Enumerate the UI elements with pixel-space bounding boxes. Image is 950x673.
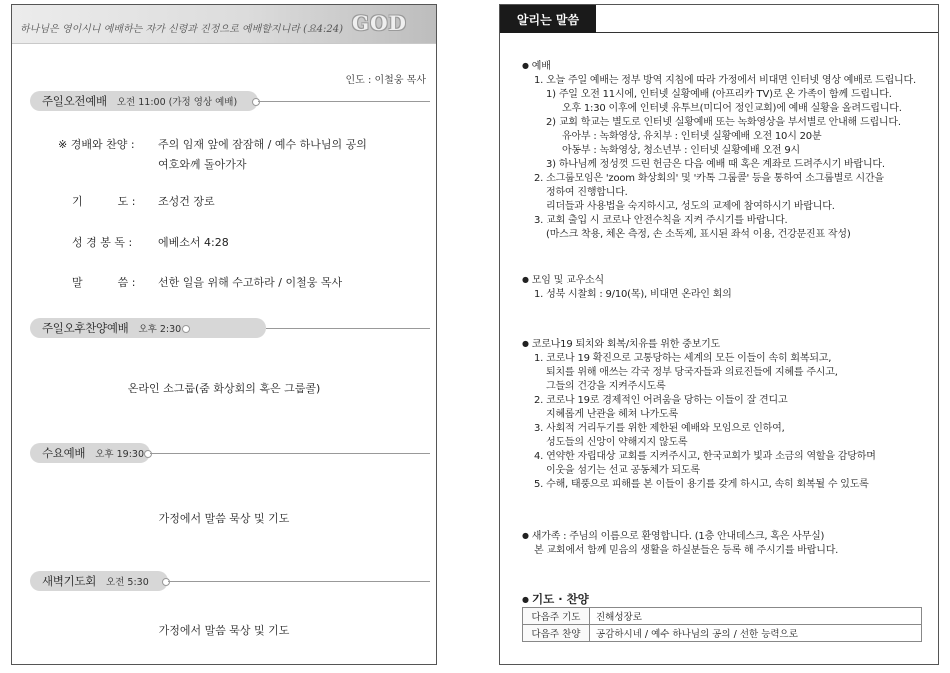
heading-worship: ● 예배 [522,57,551,72]
notice-line: 이웃을 섬기는 선교 공동체가 되도록 [546,465,700,476]
table-cell-label: 다음주 찬양 [523,625,590,642]
section-rule [150,453,430,454]
tab-rule [596,32,938,33]
notice-line: 1. 오늘 주일 예배는 정부 방역 지침에 따라 가정에서 비대면 인터넷 영상 예배로 드립니다. [534,75,916,86]
notice-line: 3) 하나님께 정성껏 드린 헌금은 다음 예배 때 혹은 계좌로 드려주시기 바랍니다. [546,159,885,170]
section-pill [30,443,150,463]
notice-line: 3. 사회적 거리두기를 위한 제한된 예배와 모임으로 인하여, [534,423,785,434]
notice-line: 유아부 : 녹화영상, 유치부 : 인터넷 실황예배 오전 10시 20분 [562,131,822,142]
afternoon-body: 온라인 소그룹(줌 화상회의 혹은 그룹콜) [127,382,321,395]
notice-line: 성도들의 신앙이 약해지지 않도록 [546,437,688,448]
service-name: 주일오전예배 [42,94,107,108]
service-time: 오후 2:30 [138,324,182,335]
timeline-dot [182,325,190,333]
section-rule [168,581,430,582]
notice-line: 1) 주일 오전 11시에, 인터넷 실황예배 (아프리카 TV)로 온 가족이 함께 드립니다. [546,89,892,100]
row-label: 말 씀 : [72,276,136,289]
timeline-dot [144,450,152,458]
row-label: ※ 경배와 찬양 : [58,138,135,151]
section-rule [266,328,430,329]
row-value: 조성건 장로 [158,195,215,208]
prayer-praise-heading: ● 기도 · 찬양 [522,591,589,607]
section-dawn-prayer [30,571,430,591]
timeline-dot [252,98,260,106]
notice-line: 2. 소그룹모임은 'zoom 화상회의' 및 '카톡 그룹콜' 등을 통하여 소그룹별로 시간을 [534,173,884,184]
section-pill [30,91,258,111]
section-morning-worship [30,91,430,111]
notice-line: 4. 연약한 자립대상 교회를 지켜주시고, 한국교회가 빛과 소금의 역할을 감당하며 [534,451,876,462]
row-value: 선한 일을 위해 수고하라 / 이철웅 목사 [158,276,343,289]
heading-intercession: ● 코로나19 퇴치와 회복/치유를 위한 중보기도 [522,335,720,350]
notice-line: 지혜롭게 난관을 헤쳐 나가도록 [546,409,678,420]
preacher-label: 인도 : 이철웅 목사 [345,75,426,86]
banner-verse: 하나님은 영이시니 예배하는 자가 신령과 진정으로 예배할지니라 (요4:24) [20,24,343,35]
service-time: 오전 5:30 [106,577,149,588]
table-row [523,625,922,642]
section-rule [258,101,430,102]
notice-line: 본 교회에서 함께 믿음의 생활을 하실분들은 등록 해 주시기를 바랍니다. [534,545,839,556]
heading-newcomers: ● 새가족 : 주님의 이름으로 환영합니다. (1층 안내데스크, 혹은 사무실) [522,527,824,542]
section-pill [30,318,266,338]
row-label: 성 경 봉 독 : [72,236,133,249]
notice-line: (마스크 착용, 체온 측정, 손 소독제, 표시된 좌석 이용, 건강문진표 작성) [546,229,851,240]
announcements-tab: 알리는 말씀 [500,5,596,33]
god-logo: GOD [352,11,407,35]
notice-line: 그들의 건강을 지켜주시도록 [546,381,666,392]
row-value-2: 여호와께 돌아가자 [158,158,247,171]
service-name: 수요예배 [42,446,86,460]
prayer-schedule-table [522,607,922,642]
table-cell-value: 공감하시네 / 예수 하나님의 공의 / 선한 능력으로 [590,625,922,642]
row-value: 에베소서 4:28 [158,236,229,249]
notice-line: 2. 코로나 19로 경제적인 어려움을 당하는 이들이 잘 견디고 [534,395,788,406]
notice-line: 1. 코로나 19 확진으로 고통당하는 세계의 모든 이들이 속히 회복되고, [534,353,832,364]
notice-line: 2) 교회 학교는 별도로 인터넷 실황예배 또는 녹화영상을 부서별로 안내해 드립니다. [546,117,901,128]
dawn-body: 가정에서 말씀 묵상 및 기도 [158,624,290,637]
table-cell-value: 진해성장로 [590,608,922,625]
worship-order-page [11,4,437,665]
table-row [523,608,922,625]
service-name: 주일오후찬양예배 [42,321,129,335]
announcements-page [499,4,939,665]
notice-line: 5. 수해, 태풍으로 피해를 본 이들이 용기를 갖게 하시고, 속히 회복될 수 있도록 [534,479,869,490]
row-label: 기 도 : [72,195,136,208]
timeline-dot [162,578,170,586]
heading-gatherings: ● 모임 및 교우소식 [522,271,604,286]
notice-line: 3. 교회 출입 시 코로나 안전수칙을 지켜 주시기를 바랍니다. [534,215,788,226]
service-time: 오전 11:00 (가정 영상 예배) [116,97,238,108]
table-cell-label: 다음주 기도 [523,608,590,625]
service-time: 오후 19:30 [95,449,145,460]
notice-line: 1. 성북 시찰회 : 9/10(목), 비대면 온라인 회의 [534,289,732,300]
notice-line: 퇴치를 위해 애쓰는 각국 정부 당국자들과 의료진들에 지혜를 주시고, [546,367,838,378]
notice-line: 정하여 진행합니다. [546,187,628,198]
row-value: 주의 임재 앞에 잠잠해 / 예수 하나님의 공의 [158,138,367,151]
header-banner [12,5,436,44]
section-afternoon-worship [30,318,430,338]
section-wednesday-worship [30,443,430,463]
notice-line: 리더들과 사용법을 숙지하시고, 성도의 교제에 참여하시기 바랍니다. [546,201,835,212]
service-name: 새벽기도회 [42,574,97,588]
section-pill [30,571,168,591]
wednesday-body: 가정에서 말씀 묵상 및 기도 [158,512,290,525]
notice-line: 오후 1:30 이후에 인터넷 유투브(미디어 정인교회)에 예배 실황을 올려드립니다. [562,103,902,114]
notice-line: 아동부 : 녹화영상, 청소년부 : 인터넷 실황예배 오전 9시 [562,145,800,156]
